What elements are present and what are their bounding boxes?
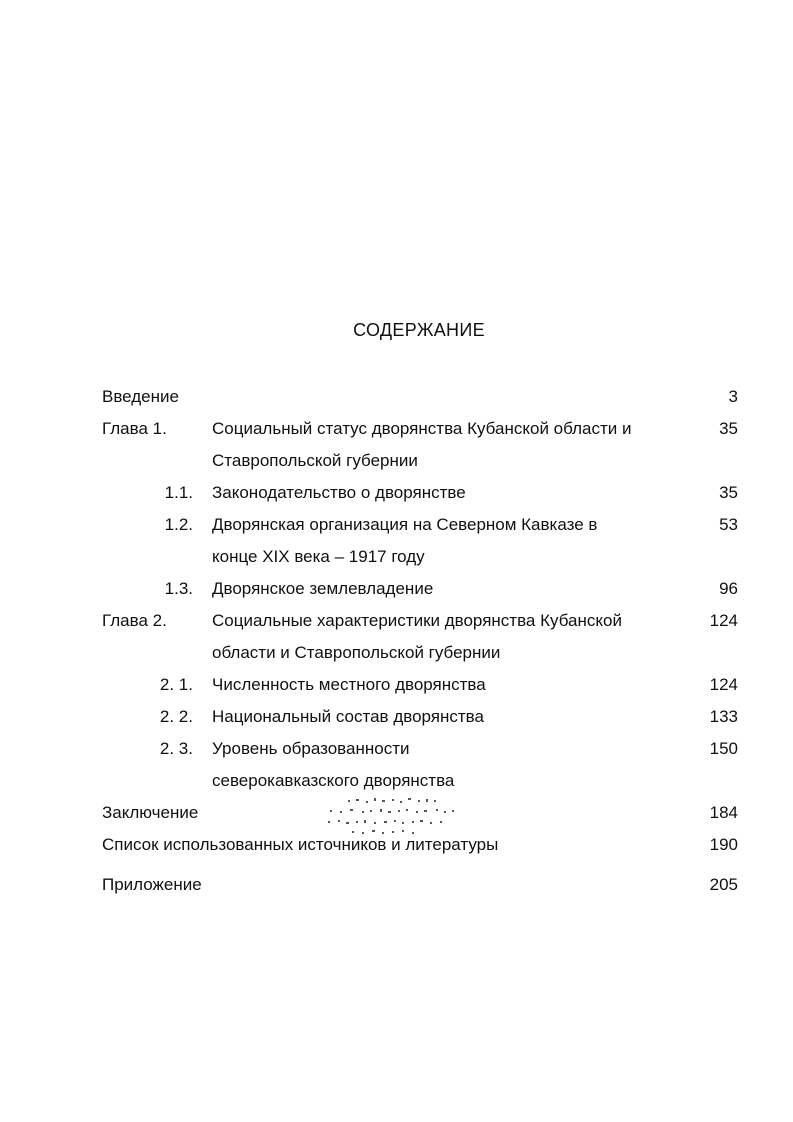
toc-section-1-1-title: Законодательство о дворянстве [212,483,466,502]
toc-entry-introduction-page: 3 [728,387,738,406]
toc-section-1-1-number: 1.1. [164,483,193,502]
toc-section-2-3-title-line2: северокавказского дворянства [212,771,455,790]
toc-section-1-3-page: 96 [719,579,738,598]
toc-section-2-2-page: 133 [709,707,738,726]
toc-entry-appendix-label: Приложение [102,875,202,894]
toc-entry-bibliography-label: Список использованных источников и литературы [102,835,499,854]
toc-title: СОДЕРЖАНИЕ [353,320,485,340]
toc-section-1-2-title-line1: Дворянская организация на Северном Кавказе в [212,515,598,534]
toc-chapter-2-label: Глава 2. [102,611,167,630]
toc-section-2-2-title: Национальный состав дворянства [212,707,484,726]
toc-entry-appendix-page: 205 [709,875,738,894]
toc-entry-conclusion-label: Заключение [102,803,199,822]
toc-section-2-2-number: 2. 2. [159,707,193,726]
toc-entry-conclusion-page: 184 [709,803,738,822]
toc-chapter-2-title-line1: Социальные характеристики дворянства Кубанской [212,611,622,630]
toc-chapter-1-title-line2: Ставропольской губернии [212,451,418,470]
toc-section-1-3-number: 1.3. [164,579,193,598]
toc-section-1-3-title: Дворянское землевладение [212,579,434,598]
toc-entry-bibliography-page: 190 [709,835,738,854]
toc-chapter-2-title-line2: области и Ставропольской губернии [212,643,501,662]
toc-section-1-2-page: 53 [719,515,738,534]
toc-section-2-1-title: Численность местного дворянства [212,675,486,694]
toc-chapter-1-label: Глава 1. [102,419,167,438]
toc-section-2-3-number: 2. 3. [159,739,193,758]
toc-entry-introduction-label: Введение [102,387,179,406]
toc-chapter-2-page: 124 [709,611,738,630]
toc-section-2-1-number: 2. 1. [159,675,193,694]
toc-section-1-1-page: 35 [719,483,738,502]
toc-section-2-1-page: 124 [709,675,738,694]
toc-section-1-2-number: 1.2. [164,515,193,534]
toc-chapter-1-page: 35 [719,419,738,438]
toc-section-2-3-page: 150 [709,739,738,758]
toc-chapter-1-title-line1: Социальный статус дворянства Кубанской области и [212,419,632,438]
scan-speckles [326,797,466,843]
toc-section-2-3-title-line1: Уровень образованности [212,739,410,758]
toc-section-1-2-title-line2: конце XIX века – 1917 году [212,547,425,566]
